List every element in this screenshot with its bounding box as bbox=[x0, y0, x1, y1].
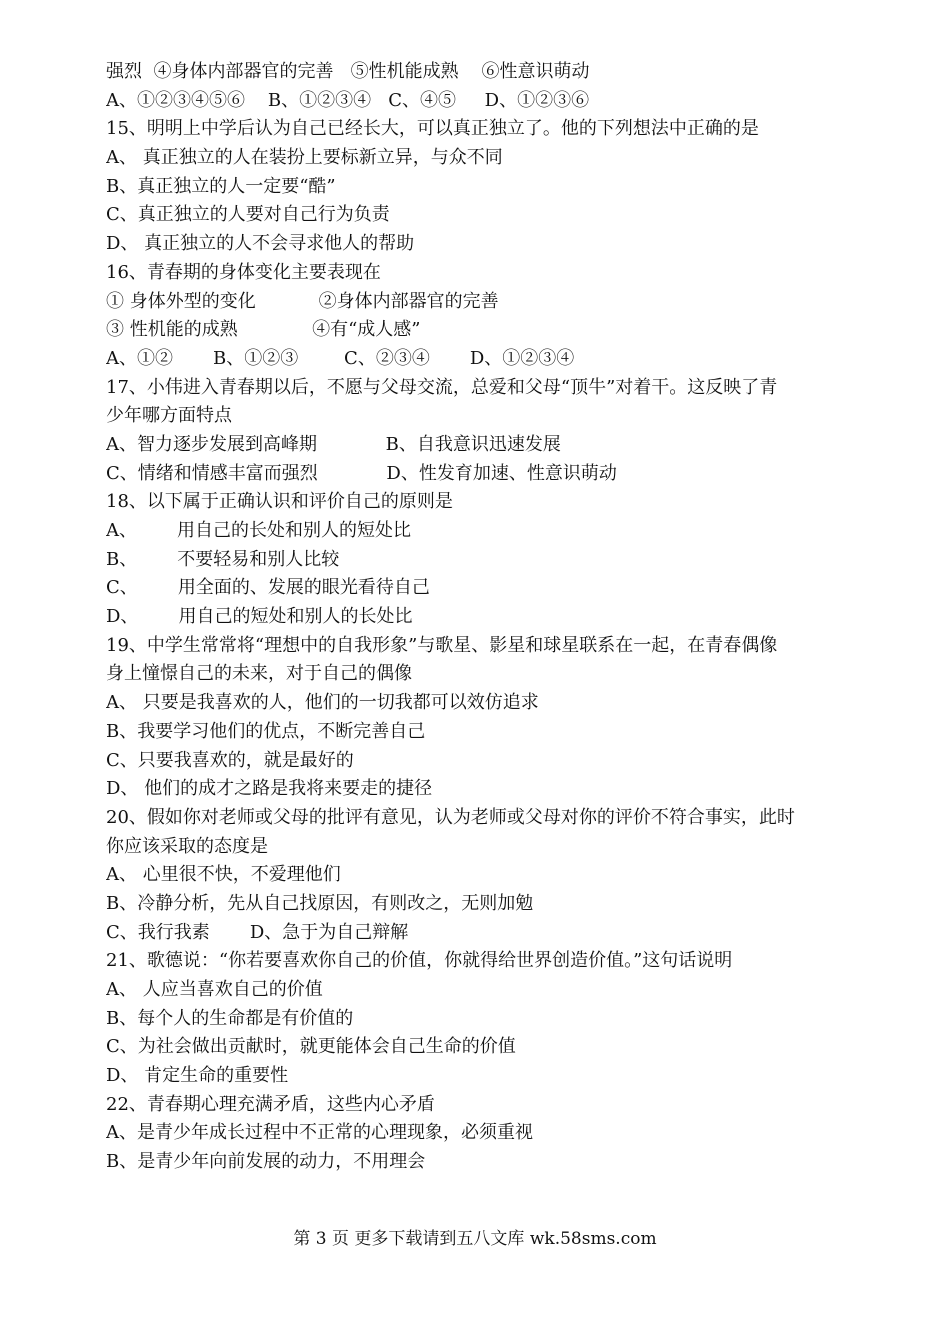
text-line: 15、明明上中学后认为自己已经长大，可以真正独立了。他的下列想法中正确的是 bbox=[106, 118, 759, 140]
text-line: D、 他们的成才之路是我将来要走的捷径 bbox=[106, 778, 433, 800]
text-line: A、是青少年成长过程中不正常的心理现象，必须重视 bbox=[106, 1122, 533, 1144]
text-line: 强烈 ④身体内部器官的完善 ⑤性机能成熟 ⑥性意识萌动 bbox=[106, 61, 590, 82]
text-line: 身上憧憬自己的未来，对于自己的偶像 bbox=[106, 663, 412, 685]
text-line: 18、以下属于正确认识和评价自己的原则是 bbox=[106, 491, 453, 513]
text-line: B、我要学习他们的优点，不断完善自己 bbox=[106, 720, 426, 742]
text-line: C、为社会做出贡献时，就更能体会自己生命的价值 bbox=[106, 1036, 516, 1058]
page-footer: 第 3 页 更多下载请到五八文库 wk.58sms.com bbox=[293, 1229, 657, 1249]
text-line: 16、青春期的身体变化主要表现在 bbox=[106, 261, 381, 283]
text-line: 你应该采取的态度是 bbox=[106, 835, 268, 857]
text-line: A、①②③④⑤⑥ B、①②③④ C、④⑤ D、①②③⑥ bbox=[106, 89, 590, 111]
text-line: A、①② B、①②③ C、②③④ D、①②③④ bbox=[106, 347, 575, 369]
text-line: C、我行我素 D、急于为自己辩解 bbox=[106, 921, 409, 943]
text-line: B、 不要轻易和别人比较 bbox=[106, 548, 340, 570]
text-line: B、是青少年向前发展的动力，不用理会 bbox=[106, 1151, 426, 1173]
text-line: B、冷静分析，先从自己找原因，有则改之，无则加勉 bbox=[106, 892, 534, 914]
text-line: C、情绪和情感丰富而强烈 D、性发育加速、性意识萌动 bbox=[106, 462, 617, 484]
text-line: B、每个人的生命都是有价值的 bbox=[106, 1007, 354, 1029]
text-line: 少年哪方面特点 bbox=[106, 405, 232, 427]
text-line: A、 用自己的长处和别人的短处比 bbox=[106, 520, 412, 541]
text-line: A、 只要是我喜欢的人，他们的一切我都可以效仿追求 bbox=[106, 692, 539, 714]
text-line: D、 用自己的短处和别人的长处比 bbox=[106, 606, 413, 628]
text-line: 22、青春期心理充满矛盾，这些内心矛盾 bbox=[106, 1093, 435, 1115]
text-line: A、 人应当喜欢自己的价值 bbox=[106, 979, 323, 1000]
text-line: D、 真正独立的人不会寻求他人的帮助 bbox=[106, 233, 415, 255]
text-line: 19、中学生常常将“理想中的自我形象”与歌星、影星和球星联系在一起，在青春偶像 bbox=[106, 634, 778, 656]
text-line: A、智力逐步发展到高峰期 B、自我意识迅速发展 bbox=[106, 433, 561, 455]
text-line: C、真正独立的人要对自己行为负责 bbox=[106, 204, 390, 226]
text-line: ③ 性机能的成熟 ④有“成人感” bbox=[106, 319, 421, 341]
text-line: 17、小伟进入青春期以后，不愿与父母交流，总爱和父母“顶牛”对着干。这反映了青 bbox=[106, 376, 778, 398]
text-line: 20、假如你对老师或父母的批评有意见，认为老师或父母对你的评价不符合事实，此时 bbox=[106, 806, 795, 828]
text-line: ① 身体外型的变化 ②身体内部器官的完善 bbox=[106, 290, 499, 312]
text-line: D、 肯定生命的重要性 bbox=[106, 1065, 289, 1087]
text-line: C、只要我喜欢的，就是最好的 bbox=[106, 749, 354, 771]
text-line: C、 用全面的、发展的眼光看待自己 bbox=[106, 577, 430, 599]
text-line: 21、歌德说：“你若要喜欢你自己的价值，你就得给世界创造价值。”这句话说明 bbox=[106, 950, 733, 972]
text-line: A、 真正独立的人在装扮上要标新立异，与众不同 bbox=[106, 147, 503, 169]
text-line: B、真正独立的人一定要“酷” bbox=[106, 175, 336, 197]
text-line: A、 心里很不快，不爱理他们 bbox=[106, 864, 341, 886]
question-text-block bbox=[106, 58, 866, 1177]
